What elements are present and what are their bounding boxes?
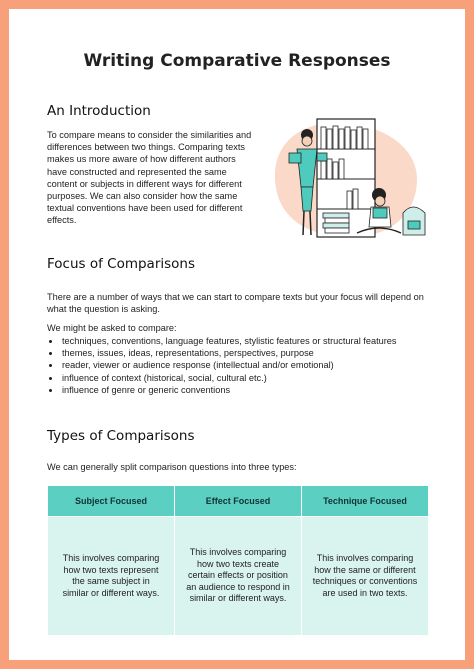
list-item: • themes, issues, ideas, representations, perspectives, purpose (61, 347, 421, 359)
types-paragraph: We can generally split comparison questions into three types: (47, 462, 297, 472)
focus-paragraph: There are a number of ways that we can start to compare texts but your focus will depend on what the question is asking. (47, 292, 424, 315)
table-header-technique: Technique Focused (302, 486, 428, 516)
intro-heading: An Introduction (47, 103, 151, 119)
table-header-effect: Effect Focused (175, 486, 301, 516)
list-item: • influence of genre or generic conventions (61, 384, 421, 396)
reading-illustration (267, 109, 439, 249)
table-header-subject: Subject Focused (48, 486, 174, 516)
list-item: • techniques, conventions, language features, stylistic features or structural features (61, 335, 421, 347)
table-cell-effect: This involves comparing how two texts create certain effects or position an audience to respond in similar or different ways. (175, 517, 301, 635)
document-page (9, 9, 465, 660)
focus-list (61, 335, 421, 396)
list-item: • reader, viewer or audience response (intellectual and/or emotional) (61, 359, 421, 371)
focus-heading: Focus of Comparisons (47, 256, 196, 272)
types-heading: Types of Comparisons (47, 428, 195, 444)
table-cell-technique: This involves comparing how the same or different techniques or conventions are used in two texts. (302, 517, 428, 635)
list-item: • influence of context (historical, social, cultural etc.) (61, 372, 421, 384)
comparison-types-table (47, 485, 427, 635)
focus-intro-line: We might be asked to compare: (47, 323, 177, 333)
page-title: Writing Comparative Responses (83, 51, 391, 71)
intro-paragraph: To compare means to consider the similarities and differences between two things. Comparing texts makes us more aware of how different authors have constructed and represented the same content or subjects in different ways for different purposes. We can also consider how the same textual conventions have been used for different effects. (47, 130, 252, 226)
table-cell-subject: This involves comparing how two texts represent the same subject in similar or different ways. (48, 517, 174, 635)
